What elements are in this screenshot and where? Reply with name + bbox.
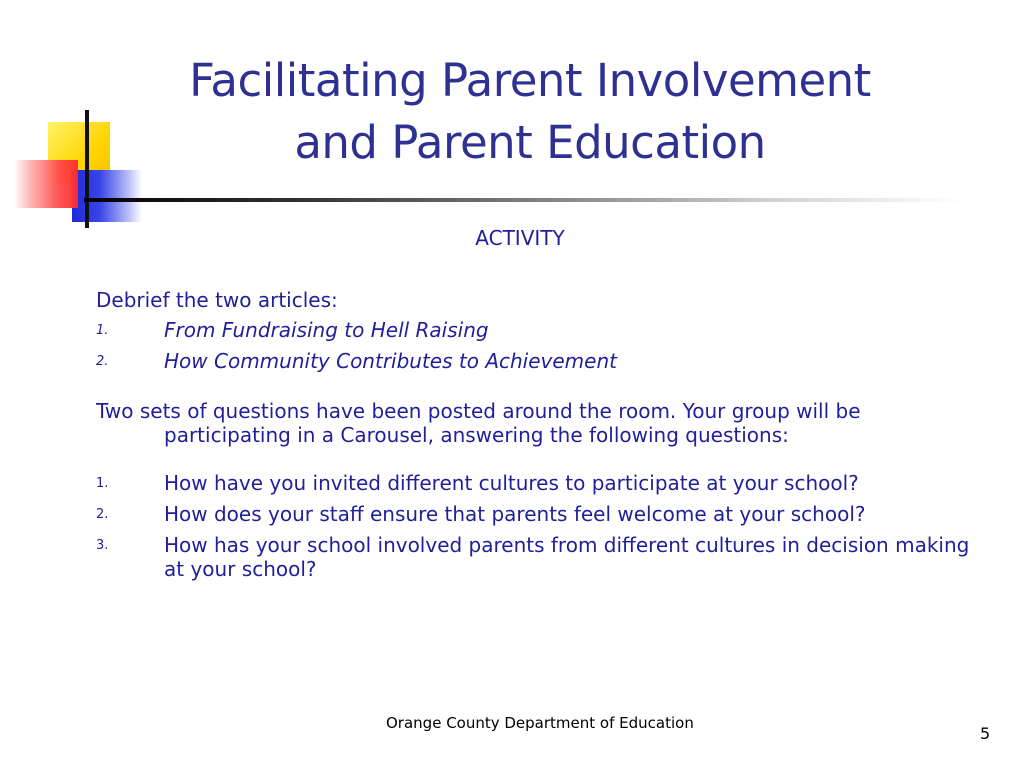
activity-heading: ACTIVITY: [475, 226, 565, 250]
list-item: [96, 349, 976, 373]
red-square-shape: [14, 160, 78, 208]
list-item: [96, 471, 976, 495]
list-item: [96, 533, 976, 581]
instructions-paragraph: Two sets of questions have been posted around the room. Your group will be participating in a Carousel, answering the following questions:: [96, 399, 861, 447]
list-number: 2.: [96, 507, 109, 522]
list-number: 3.: [96, 538, 109, 553]
article-title: How Community Contributes to Achievement: [164, 349, 617, 373]
blue-square-shape: [72, 170, 142, 222]
question-text: How has your school involved parents from different cultures in decision making at your school?: [164, 533, 970, 581]
articles-list: [96, 318, 976, 373]
slide-title-line-1: Facilitating Parent Involvement: [189, 54, 871, 107]
vertical-line-shape: [85, 110, 89, 228]
slide-title: [120, 50, 940, 174]
title-divider-rule: [84, 198, 964, 202]
question-text: How does your staff ensure that parents feel welcome at your school?: [164, 502, 866, 526]
article-title: From Fundraising to Hell Raising: [164, 318, 489, 342]
list-item: [96, 318, 976, 342]
footer-text: Orange County Department of Education: [386, 714, 694, 732]
question-text: How have you invited different cultures to participate at your school?: [164, 471, 859, 495]
list-number: 1.: [96, 323, 109, 338]
questions-list: [96, 471, 976, 581]
list-number: 1.: [96, 476, 109, 491]
list-item: [96, 502, 976, 526]
intro-text: Debrief the two articles:: [96, 288, 338, 312]
list-number: 2.: [96, 354, 109, 369]
slide-body: [96, 222, 976, 588]
slide-title-line-2: and Parent Education: [294, 116, 766, 169]
page-number: 5: [980, 724, 991, 743]
